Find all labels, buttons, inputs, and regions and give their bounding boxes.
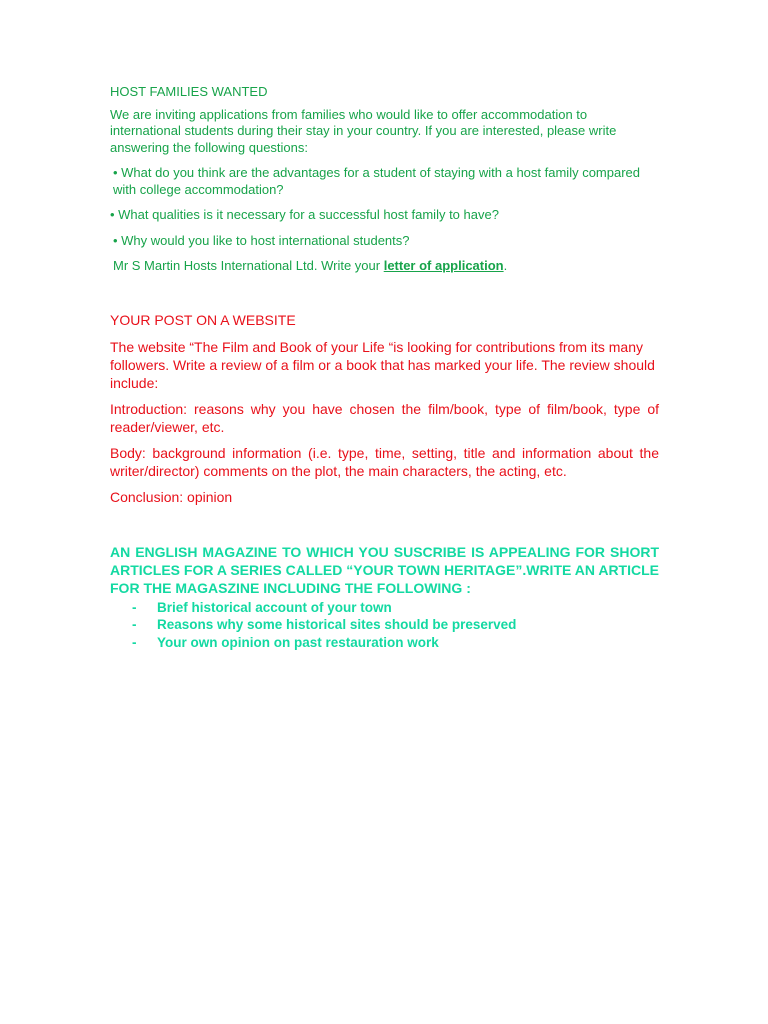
closing-text: Mr S Martin Hosts International Ltd. Write your xyxy=(113,258,384,273)
magazine-list xyxy=(110,599,659,652)
list-item xyxy=(110,616,659,634)
closing-end: . xyxy=(503,258,508,273)
host-families-intro: We are inviting applications from families who would like to offer accommodation to international students during their stay in your country. If you are interested, please write answering the following questions: xyxy=(110,106,617,155)
host-families-title: HOST FAMILIES WANTED xyxy=(110,84,268,99)
host-families-section xyxy=(110,84,659,275)
magazine-heading: AN ENGLISH MAGAZINE TO WHICH YOU SUSCRIBE IS APPEALING FOR SHORT ARTICLES FOR A SERIES CALLED “YOUR TOWN HERITAGE”.WRITE AN ARTICLE FOR THE MAGASZINE INCLUDING THE FOLLOWING : xyxy=(110,543,659,596)
question-qualities: • What qualities is it necessary for a successful host family to have? xyxy=(110,207,499,222)
letter-of-application-link[interactable]: letter of application xyxy=(383,258,504,273)
list-item xyxy=(110,634,659,652)
list-item xyxy=(110,599,659,617)
website-post-body: Body: background information (i.e. type, time, setting, title and information about the writer/director) comments on the plot, the main characters, the acting, etc. xyxy=(110,444,659,479)
website-post-conclusion: Conclusion: opinion xyxy=(110,488,233,505)
list-dash: - xyxy=(132,599,137,615)
list-dash: - xyxy=(132,634,137,650)
list-item-text: Reasons why some historical sites should be preserved xyxy=(157,617,517,632)
list-item-text: Your own opinion on past restauration work xyxy=(157,634,439,650)
magazine-section xyxy=(110,543,659,652)
website-post-title: YOUR POST ON A WEBSITE xyxy=(110,311,296,328)
question-advantages: • What do you think are the advantages for a student of staying with a host family compared with college accommodation? xyxy=(113,165,641,197)
closing-line xyxy=(110,258,659,275)
list-dash: - xyxy=(132,617,137,632)
document-content xyxy=(110,84,659,651)
list-item-text: Brief historical account of your town xyxy=(157,599,392,615)
website-post-introduction: Introduction: reasons why you have chosen the film/book, type of film/book, type of reader/viewer, etc. xyxy=(110,400,659,435)
question-why-host: • Why would you like to host international students? xyxy=(113,232,410,248)
website-post-intro: The website “The Film and Book of your Life “is looking for contributions from its many followers. Write a review of a film or a book that has marked your life. The review should include: xyxy=(110,338,655,391)
website-post-section xyxy=(110,311,659,506)
